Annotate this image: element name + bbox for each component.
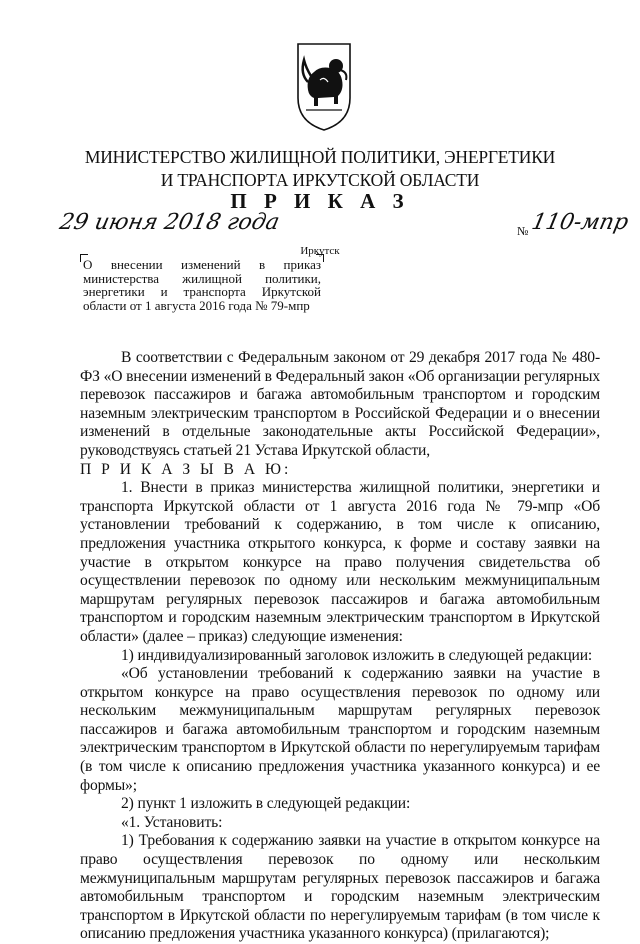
document-body	[80, 349, 600, 944]
handwritten-document-number: 110-мпр	[529, 210, 631, 235]
subitem-2-heading: 2) пункт 1 изложить в следующей редакции:	[121, 795, 411, 813]
order-word: П Р И К А З Ы В А Ю:	[80, 460, 292, 478]
subitem-2-quote: «1. Установить:	[121, 813, 223, 831]
coat-of-arms-icon	[294, 40, 354, 132]
handwritten-date: 29 июня 2018 года	[57, 210, 282, 235]
document-number-label: №	[517, 224, 529, 238]
subitem-2-text: 1) Требования к содержанию заявки на участие в открытом конкурсе на право осуществления перевозок по одному или нескольким межмуниципальным маршрутам регулярных перевозок пассажиров и багажа автомобильным транспортом и городским наземным электрическим транспортом в Иркутской области по нерегулируемым тарифам (в том числе к описанию предложения участника указанного конкурса) (прилагаются);	[80, 832, 600, 943]
ministry-name-line1: МИНИСТЕРСТВО ЖИЛИЩНОЙ ПОЛИТИКИ, ЭНЕРГЕТИКИ	[84, 147, 556, 167]
subitem-1-text: «Об установлении требований к содержанию заявки на участие в открытом конкурсе на право осуществления перевозок по одному или нескольким межмуниципальным маршрутам регулярных перевозок пассажиров и багажа автомобильным транспортом и городским наземным электрическим транспортом в Иркутской области по нерегулируемым тарифам (в том числе к описанию предложения участника указанного конкурса) и ее формы»;	[80, 665, 600, 794]
subitem-1-heading: 1) индивидуализированный заголовок изложить в следующей редакции:	[121, 646, 593, 664]
preamble-paragraph: В соответствии с Федеральным законом от 29 декабря 2017 года № 480-ФЗ «О внесении изменений в Федеральный закон «Об организации регулярных перевозок пассажиров и багажа автомобильным транспортом и городским наземным электрическим транспортом в Российской Федерации и о внесении изменений в отдельные законодательные акты Российской Федерации», руководствуясь статьей 21 Устава Иркутской области,	[80, 349, 600, 459]
ministry-name-line2: И ТРАНСПОРТА ИРКУТСКОЙ ОБЛАСТИ	[160, 170, 480, 190]
city-name: Иркутск	[300, 245, 340, 257]
document-type-title: П Р И К А З	[230, 189, 410, 213]
document-subject: О внесении изменений в приказ министерства жилищной политики, энергетики и транспорта Иркутской области от 1 августа 2016 года № 79-мпр	[83, 257, 321, 313]
item-1-paragraph: 1. Внести в приказ министерства жилищной политики, энергетики и транспорта Иркутской области от 1 августа 2016 года № 79-мпр «Об установлении требований к содержанию, в том числе к описанию, предложения участника открытого конкурса, к форме и составу заявки на участие в открытом конкурсе на право получения свидетельства об осуществлении перевозок по одному или нескольким межмуниципальным маршрутам регулярных перевозок пассажиров и багажа автомобильным транспортом и городским наземным электрическим транспортом в Иркутской области» (далее – приказ) следующие изменения:	[80, 479, 600, 645]
